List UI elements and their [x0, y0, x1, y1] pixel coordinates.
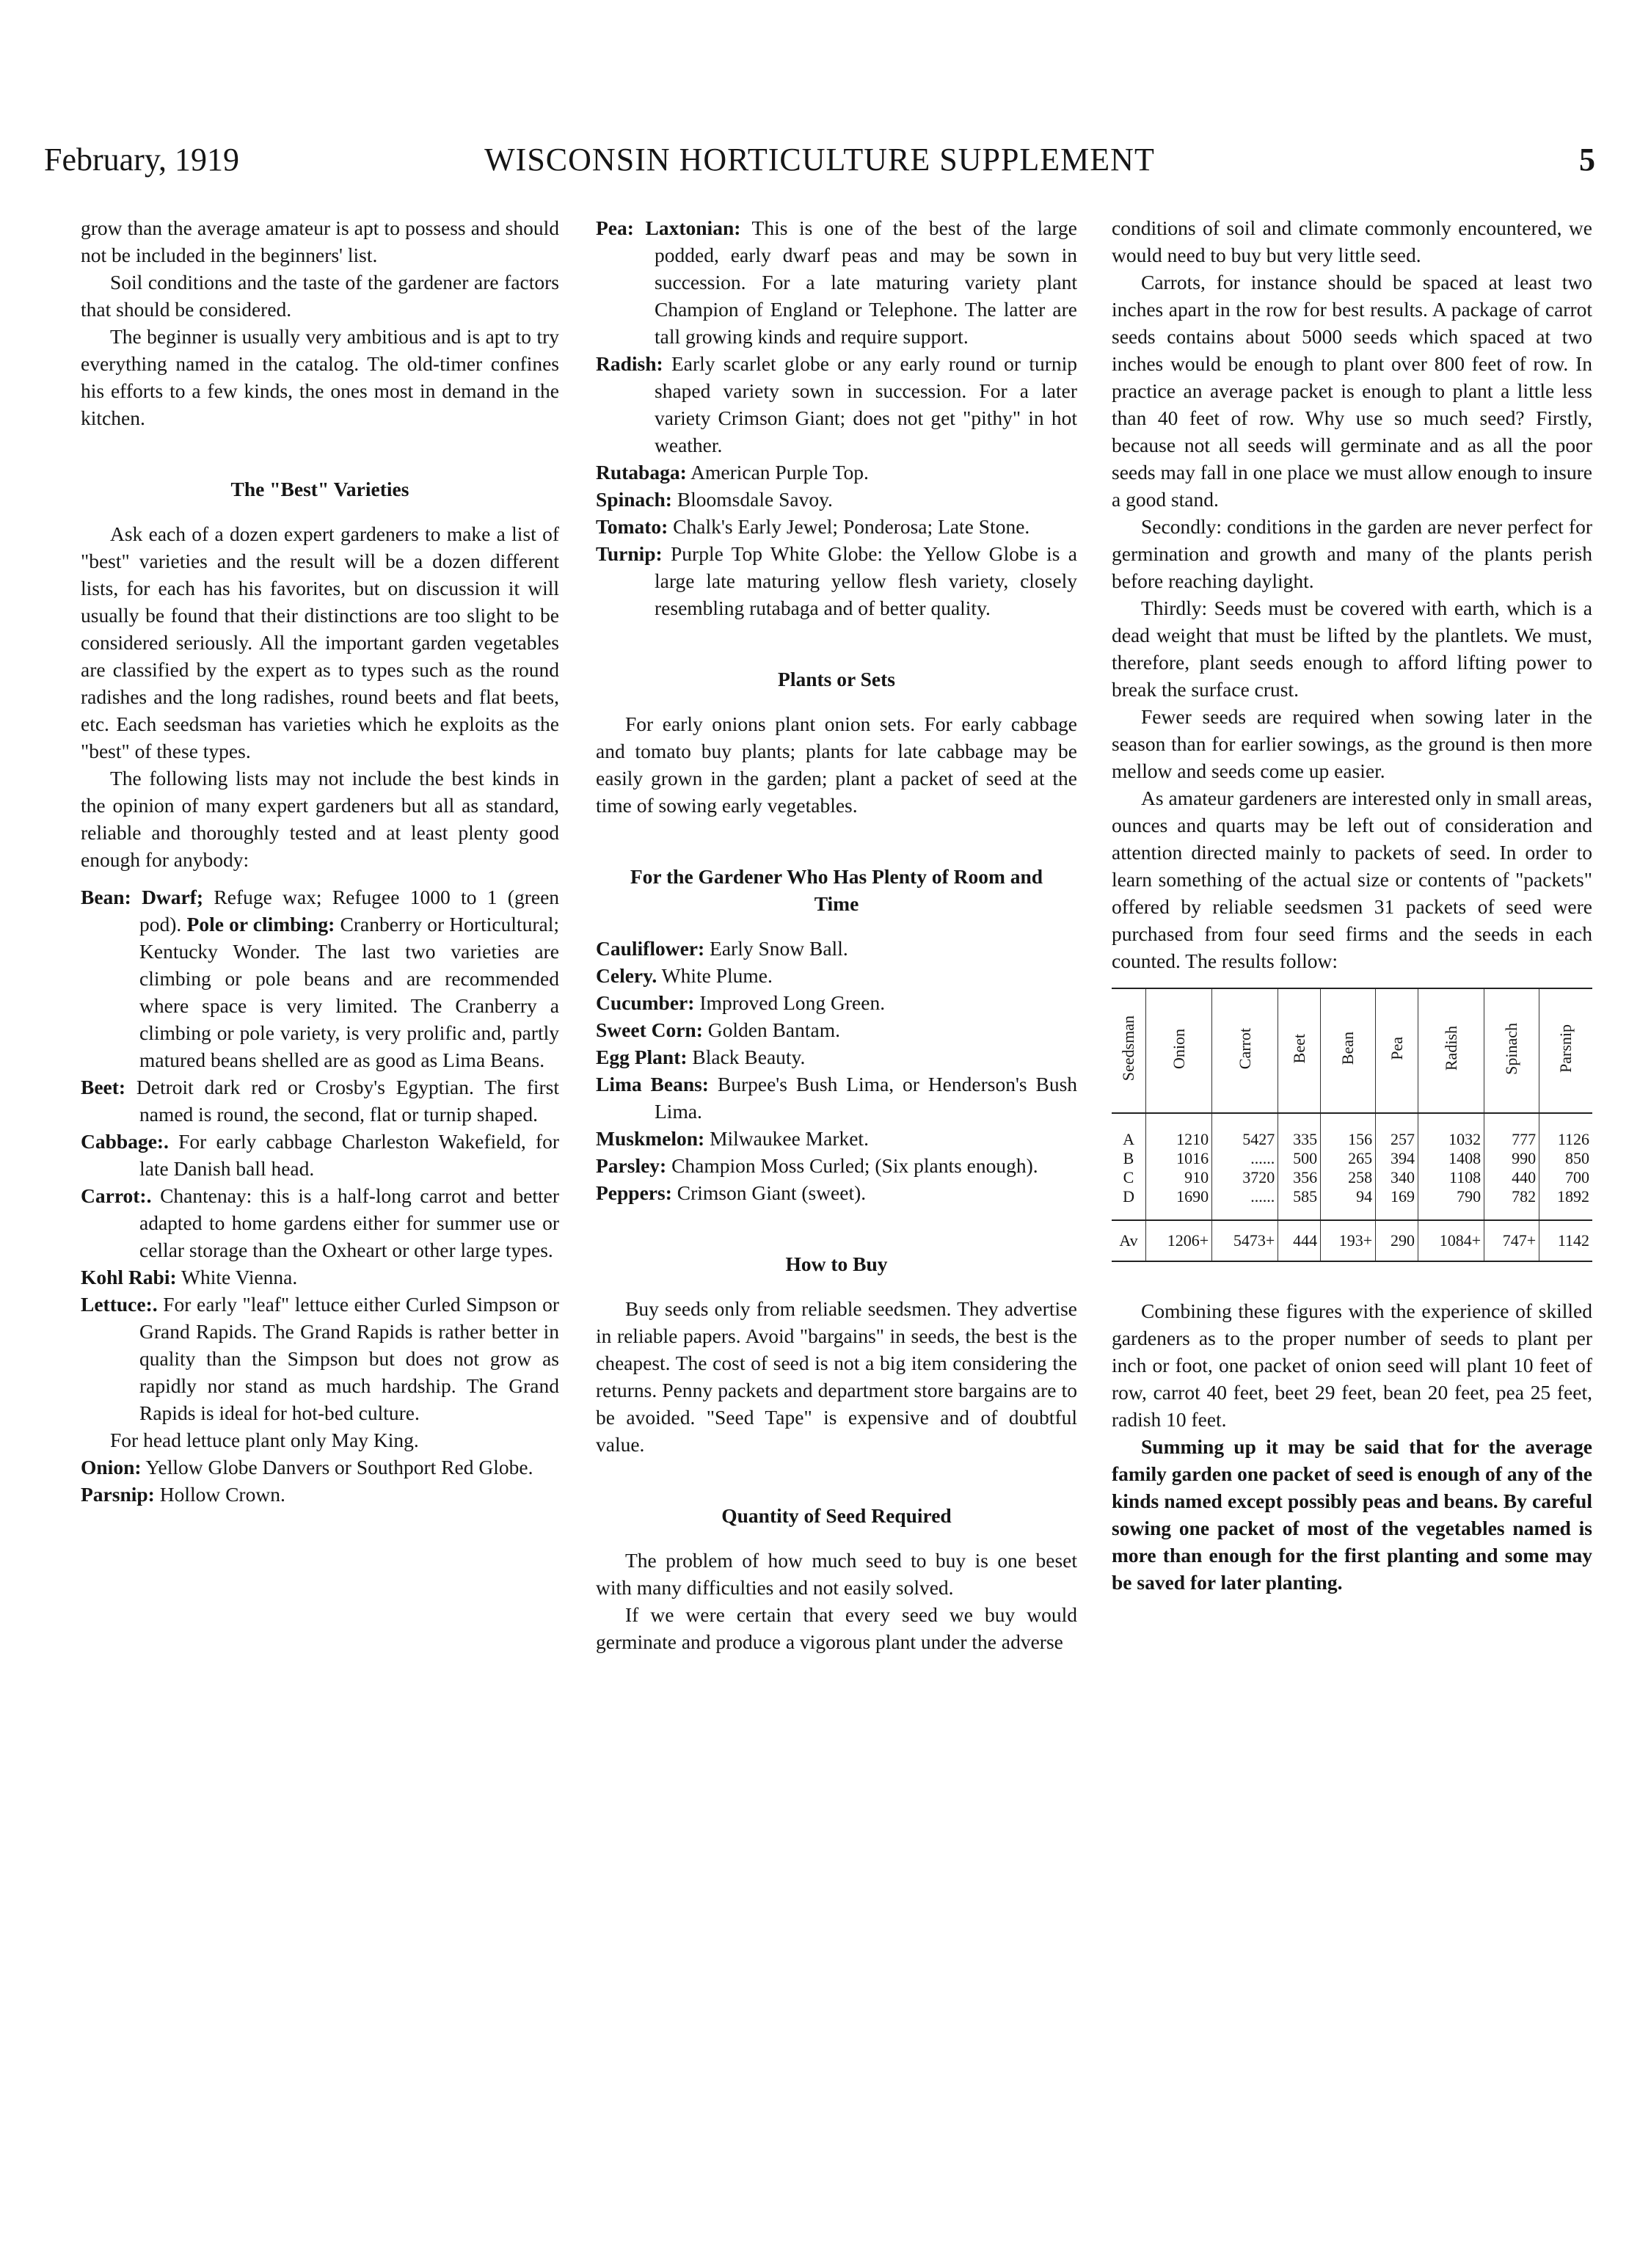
item-label: Muskmelon: [596, 1127, 705, 1150]
table-cell: 747+ [1484, 1220, 1539, 1261]
list-item [81, 1182, 559, 1264]
table-row [1112, 1168, 1592, 1187]
table-header-cell: Bean [1321, 988, 1376, 1113]
item-text: Milwaukee Market. [710, 1127, 869, 1150]
table-cell: 356 [1278, 1168, 1321, 1187]
table-cell: 444 [1278, 1220, 1321, 1261]
table-cell: Av [1119, 1231, 1138, 1250]
item-label: Sweet Corn: [596, 1018, 703, 1041]
table-cell: 257 [1376, 1113, 1418, 1149]
table-cell: 169 [1376, 1187, 1418, 1220]
item-text: Refuge wax; Refugee 1000 to 1 (green pod). [139, 886, 560, 936]
table-cell: 1108 [1418, 1168, 1484, 1187]
item-label: Pea: Laxtonian: [596, 216, 741, 239]
publication-title: WISCONSIN HORTICULTURE SUPPLEMENT [484, 142, 1155, 178]
table-header-cell: Carrot [1212, 988, 1278, 1113]
item-label: Peppers: [596, 1181, 672, 1204]
list-item [596, 1043, 1077, 1071]
item-text: Golden Bantam. [707, 1018, 840, 1041]
table-cell: 440 [1484, 1168, 1539, 1187]
table-cell: 3720 [1212, 1168, 1278, 1187]
table-cell: 777 [1484, 1113, 1539, 1149]
page-header [44, 141, 1595, 185]
table-cell: 156 [1321, 1113, 1376, 1149]
table-cell: ...... [1212, 1149, 1278, 1168]
table-cell: 1032 [1418, 1113, 1484, 1149]
item-text: Purple Top White Globe: the Yellow Globe is a large late maturing yellow flesh variety, closely resembling rutabaga and of better quality. [655, 542, 1077, 619]
table-cell: 850 [1539, 1149, 1592, 1168]
item-text: Improved Long Green. [699, 991, 886, 1014]
table-cell: 910 [1146, 1168, 1212, 1187]
table-cell: 1408 [1418, 1149, 1484, 1168]
list-item [596, 513, 1077, 540]
table-cell: 1126 [1539, 1113, 1592, 1149]
paragraph: As amateur gardeners are interested only in small areas, ounces and quarts may be left out of consideration and attention directed mainly to packets of seed. In order to learn something of the actual size or contents of "packets" offered by reliable seedsmen 31 packets of seed were purchased from four seed firms and the seeds in each counted. The results follow: [1112, 787, 1592, 972]
list-item [596, 935, 1077, 962]
item-text: Crimson Giant (sweet). [677, 1181, 867, 1204]
item-label: Cabbage:. [81, 1130, 169, 1153]
list-item [81, 1481, 559, 1508]
item-text: Early scarlet globe or any early round or turnip shaped variety sown in succession. For a later variety Crimson Giant; does not get "pithy" in hot weather. [655, 352, 1078, 456]
paragraph: Combining these figures with the experience of skilled gardeners as to the proper number of seeds to plant per inch or foot, one packet of onion seed will plant 10 feet of row, carrot 40 feet, beet 29 feet, bean 20 feet, pea 25 feet, radish 10 feet. [1112, 1299, 1592, 1431]
section-heading-plants-or-sets: Plants or Sets [778, 668, 895, 690]
item-text: Detroit dark red or Crosby's Egyptian. The first named is round, the second, flat or turnip shaped. [136, 1076, 560, 1126]
item-label: Egg Plant: [596, 1046, 688, 1068]
item-label: Beet: [81, 1076, 126, 1098]
list-item [81, 1291, 559, 1426]
table-cell: 1690 [1146, 1187, 1212, 1220]
seed-count-table [1112, 988, 1592, 1262]
page-number: 5 [1579, 142, 1595, 178]
item-text: White Plume. [661, 964, 773, 987]
list-item [596, 486, 1077, 513]
table-header-cell: Radish [1418, 988, 1484, 1113]
item-text: Yellow Globe Danvers or Southport Red Globe. [145, 1456, 533, 1478]
paragraph: Carrots, for instance should be spaced at least two inches apart in the row for best results. A package of carrot seeds contains about 5000 seeds which spaced at two inches would be enough to plant over 800 feet of row. In practice an average packet is enough to plant a little less than 40 feet of row. Why use so much seed? Firstly, because not all seeds will germinate and as all the poor seeds may fall in one place we must allow enough to insure a good stand. [1112, 271, 1592, 511]
summary-paragraph: Summing up it may be said that for the average family garden one packet of seed is enough of any of the kinds named except possibly peas and beans. By careful sowing one packet of most of the vegetables named is more than enough for the first planting and some may be saved for later planting. [1112, 1435, 1592, 1594]
item-text: For early "leaf" lettuce either Curled Simpson or Grand Rapids. The Grand Rapids is rather better in quality than the Simpson but does not grow as rapidly nor stand as much hardship. The Grand Rapids is ideal for hot-bed culture. [139, 1293, 560, 1424]
item-sublabel: Pole or climbing: [186, 913, 335, 936]
table-cell: ...... [1212, 1187, 1278, 1220]
table-cell: 700 [1539, 1168, 1592, 1187]
item-text: Burpee's Bush Lima, or Henderson's Bush Lima. [655, 1073, 1078, 1123]
table-cell: 94 [1321, 1187, 1376, 1220]
table-cell: 1142 [1539, 1220, 1592, 1261]
paragraph: The beginner is usually very ambitious and is apt to try everything named in the catalog. The old-timer confines his efforts to a few kinds, the ones most in demand in the kitchen. [81, 325, 559, 429]
item-label: Tomato: [596, 515, 668, 538]
list-item [596, 540, 1077, 621]
item-sublabel: Dwarf; [142, 886, 204, 908]
table-header-cell: Beet [1278, 988, 1321, 1113]
table-cell: 1084+ [1418, 1220, 1484, 1261]
table-cell: 265 [1321, 1149, 1376, 1168]
table-cell: 258 [1321, 1168, 1376, 1187]
paragraph: Secondly: conditions in the garden are never perfect for germination and growth and many of the plants perish before reaching daylight. [1112, 515, 1592, 592]
table-cell: 394 [1376, 1149, 1418, 1168]
item-label: Radish: [596, 352, 663, 375]
item-label: Rutabaga: [596, 461, 687, 484]
item-text: Bloomsdale Savoy. [677, 488, 833, 511]
paragraph: Buy seeds only from reliable seedsmen. They advertise in reliable papers. Avoid "bargains" in seeds, the best is the cheapest. The cost of seed is not a big item considering the returns. Penny packets and department store bargains are to be avoided. "Seed Tape" is expensive and of doubtful value. [596, 1297, 1077, 1456]
list-item [81, 1073, 559, 1128]
table-row [1112, 1187, 1592, 1220]
section-heading-quantity: Quantity of Seed Required [721, 1504, 952, 1527]
list-item [81, 1128, 559, 1182]
item-text: Cranberry or Horticultural; Kentucky Wonder. The last two varieties are climbing or pole beans and are recommended where space is very limited. The Cranberry a climbing or pole variety, is very prolific and, partly matured beans shelled are as good as Lima Beans. [139, 913, 560, 1071]
item-text: White Vienna. [181, 1266, 298, 1288]
item-label: Onion: [81, 1456, 142, 1478]
section-heading-best-varieties: The "Best" Varieties [230, 478, 409, 500]
table-cell: 5427 [1212, 1113, 1278, 1149]
item-label: Cauliflower: [596, 937, 705, 960]
list-item-bean [81, 883, 559, 1073]
table-cell: 1210 [1146, 1113, 1212, 1149]
item-label: Kohl Rabi: [81, 1266, 177, 1288]
table-cell: 782 [1484, 1187, 1539, 1220]
table-cell: C [1123, 1168, 1134, 1186]
item-label: Lettuce:. [81, 1293, 158, 1316]
paragraph: Ask each of a dozen expert gardeners to make a list of "best" varieties and the result will be a dozen different lists, for each has his favorites, but on discussion it will usually be found that their distinctions are too slight to be considered seriously. All the important garden vegetables are classified by the expert as to types such as the round radishes and the long radishes, round beets and flat beets, etc. Each seedsman has varieties which he exploits as the "best" of these types. [81, 522, 559, 762]
item-label: Bean: [81, 886, 131, 908]
column-3 [1112, 214, 1592, 1596]
paragraph: The problem of how much seed to buy is one beset with many difficulties and not easily solved. [596, 1549, 1077, 1599]
item-label: Carrot:. [81, 1184, 152, 1207]
paragraph: The following lists may not include the best kinds in the opinion of many expert gardeners but all as standard, reliable and thoroughly tested and at least plenty good enough for anybody: [81, 767, 559, 871]
table-row [1112, 1113, 1592, 1149]
list-item [81, 1264, 559, 1291]
table-cell: 990 [1484, 1149, 1539, 1168]
table-header-cell: Pea [1376, 988, 1418, 1113]
paragraph: If we were certain that every seed we buy would germinate and produce a vigorous plant under the adverse [596, 1603, 1077, 1653]
table-header-cell: Spinach [1484, 988, 1539, 1113]
paragraph: Soil conditions and the taste of the gardener are factors that should be considered. [81, 271, 559, 321]
item-text: Chalk's Early Jewel; Ponderosa; Late Stone. [673, 515, 1030, 538]
table-header-row [1112, 988, 1592, 1113]
item-label: Parsley: [596, 1154, 667, 1177]
list-item [596, 1179, 1077, 1206]
table-cell: 5473+ [1212, 1220, 1278, 1261]
item-text: This is one of the best of the large podded, early dwarf peas and may be sown in succession. For a late maturing variety plant Champion of England or Telephone. The latter are tall growing kinds and require support. [655, 216, 1077, 348]
item-label: Lima Beans: [596, 1073, 709, 1095]
table-cell: 1206+ [1146, 1220, 1212, 1261]
list-item [81, 1454, 559, 1481]
table-cell: B [1123, 1149, 1134, 1167]
table-cell: A [1123, 1130, 1134, 1148]
table-cell: 335 [1278, 1113, 1321, 1149]
item-label: Turnip: [596, 542, 663, 565]
table-cell: 1016 [1146, 1149, 1212, 1168]
table-cell: D [1123, 1187, 1134, 1206]
table-cell: 585 [1278, 1187, 1321, 1220]
paragraph: For head lettuce plant only May King. [110, 1429, 419, 1451]
list-item [596, 962, 1077, 989]
table-average-row [1112, 1220, 1592, 1261]
column-1 [81, 214, 559, 1508]
paragraph: Fewer seeds are required when sowing later in the season than for earlier sowings, as the ground is then more mellow and seeds come up easier. [1112, 705, 1592, 782]
list-item [596, 1071, 1077, 1125]
list-item [596, 989, 1077, 1016]
item-label: Spinach: [596, 488, 672, 511]
table-header-cell: Onion [1146, 988, 1212, 1113]
list-item [596, 1125, 1077, 1152]
table-cell: 1892 [1539, 1187, 1592, 1220]
item-text: For early cabbage Charleston Wakefield, for late Danish ball head. [139, 1130, 559, 1180]
paragraph: grow than the average amateur is apt to possess and should not be included in the beginners' list. [81, 216, 559, 266]
section-heading-how-to-buy: How to Buy [785, 1252, 888, 1275]
paragraph: conditions of soil and climate commonly encountered, we would need to buy but very little seed. [1112, 216, 1592, 266]
table-header-cell: Seedsman [1119, 1016, 1137, 1082]
column-2 [596, 214, 1077, 1655]
item-text: Champion Moss Curled; (Six plants enough). [671, 1154, 1038, 1177]
table-cell: 340 [1376, 1168, 1418, 1187]
item-label: Parsnip: [81, 1483, 155, 1506]
item-label: Cucumber: [596, 991, 695, 1014]
table-cell: 193+ [1321, 1220, 1376, 1261]
list-item [596, 1016, 1077, 1043]
item-text: Hollow Crown. [159, 1483, 285, 1506]
table-row [1112, 1149, 1592, 1168]
item-text: Early Snow Ball. [710, 937, 848, 960]
paragraph: For early onions plant onion sets. For early cabbage and tomato buy plants; plants for late cabbage may be easily grown in the garden; plant a packet of seed at the time of sowing early vegetables. [596, 712, 1077, 817]
table-header-cell: Parsnip [1539, 988, 1592, 1113]
table-cell: 290 [1376, 1220, 1418, 1261]
issue-date: February, 1919 [44, 142, 239, 178]
item-text: Black Beauty. [692, 1046, 806, 1068]
list-item [596, 350, 1077, 459]
list-item [596, 1152, 1077, 1179]
table-cell: 790 [1418, 1187, 1484, 1220]
item-label: Celery. [596, 964, 657, 987]
item-text: Chantenay: this is a half-long carrot and better adapted to home gardens either for summer use or cellar storage than the Oxheart or other large types. [139, 1184, 560, 1261]
item-text: American Purple Top. [690, 461, 869, 484]
paragraph: Thirdly: Seeds must be covered with earth, which is a dead weight that must be lifted by the plantlets. We must, therefore, plant seeds enough to afford lifting power to break the surface crust. [1112, 597, 1592, 701]
section-heading-plenty-of-room: For the Gardener Who Has Plenty of Room and Time [630, 865, 1043, 915]
list-item [596, 214, 1077, 350]
table-cell: 500 [1278, 1149, 1321, 1168]
list-item [596, 459, 1077, 486]
